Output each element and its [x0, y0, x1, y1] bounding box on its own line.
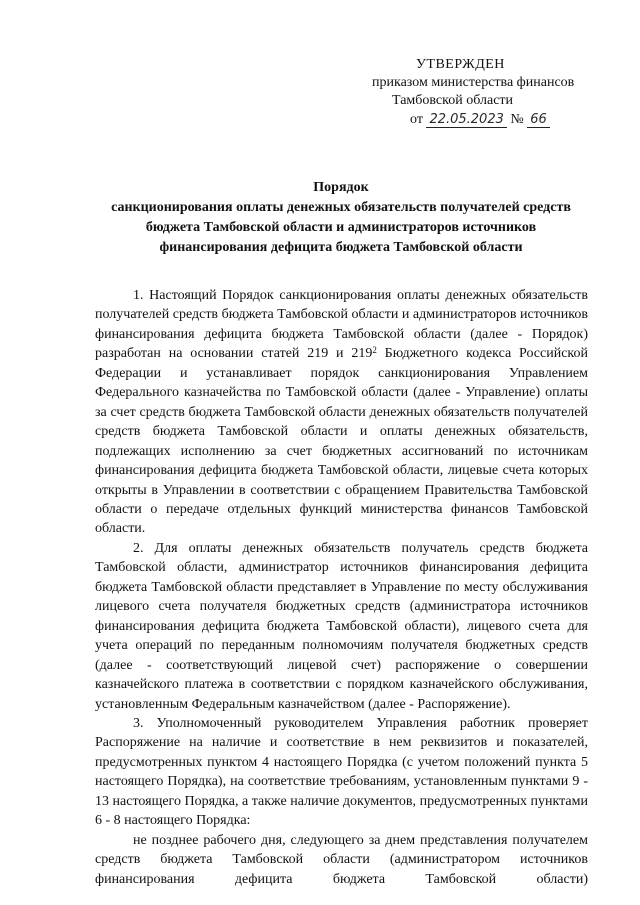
paragraph-3: 3. Уполномоченный руководителем Управления работник проверяет Распоряжение на наличие и соответствие в нем реквизитов и показателей, предусмотренных пунктом 4 настоящего Порядка (с учетом положений пункта 5 настоящего Порядка), на соответствие требованиям, установленным пунктами 9 - 13 настоящего Порядка, а также наличие документов, предусмотренных пунктами 6 - 8 настоящего Порядка: [95, 715, 588, 829]
approval-date-line [410, 111, 622, 129]
handwritten-date: 22.05.2023 [426, 112, 506, 128]
paragraph-2: 2. Для оплаты денежных обязательств получатель средств бюджета Тамбовской области, администратор источников финансирования дефицита бюджета Тамбовской области представляет в Управление по месту обслуживания лицевого счета получателя бюджетных средств (администратора источников финансирования дефицита бюджета Тамбовской области), лицевого счета для учета операций по переданным полномочиям получателя бюджетных средств (далее - соответствующий лицевой счет) распоряжение о совершении казначейского платежа в соответствии с порядком казначейского обслуживания, установленным Федеральным казначейством (далее - Распоряжение). [95, 540, 588, 712]
title-line-1: Порядок [313, 180, 369, 195]
article-superscript: 2 [372, 345, 377, 356]
approval-order-line: приказом министерства финансов [372, 75, 575, 90]
paragraph-4: не позднее рабочего дня, следующего за днем представления получателем средств бюджета Тамбовской области (администратором источников финансирования дефицита бюджета Тамбовской области) [95, 832, 588, 887]
title-line-2: санкционирования оплаты денежных обязательств получателей средств [111, 200, 571, 215]
paragraph-1 [95, 286, 588, 539]
approval-stamp [372, 56, 622, 129]
approved-label: УТВЕРЖДЕН [416, 57, 505, 72]
paragraph-1-end: Бюджетного кодекса Российской Федерации и устанавливает порядок санкционирования Управлением Федерального казначейства по Тамбовской области (далее - Управление) оплаты за счет средств бюджета Тамбовской области денежных обязательств получателей средств бюджета Тамбовской области и оплаты денежных обязательств, подлежащих исполнению за счет бюджетных ассигнований по источникам финансирования дефицита бюджета Тамбовской области, лицевые счета которых открыты в Управлении в соответствии с обращением Правительства Тамбовской области о передаче отдельных функций министерства финансов Тамбовской области. [95, 346, 589, 537]
document-body [95, 286, 588, 889]
approval-region-line: Тамбовской области [392, 93, 514, 108]
handwritten-number: 66 [527, 112, 550, 128]
date-prefix: от [410, 112, 423, 127]
document-title [96, 178, 586, 258]
title-line-4: финансирования дефицита бюджета Тамбовской области [159, 240, 523, 255]
paragraph-1-start: 1. Настоящий Порядок санкционирования оплаты денежных обязательств получателей средств бюджета Тамбовской области и администраторов источников финансирования дефицита бюджета Тамбовской области (далее - Порядок) разработан на основании статей 219 и 219 [95, 288, 588, 362]
number-prefix: № [510, 112, 524, 127]
title-line-3: бюджета Тамбовской области и администраторов источников [145, 220, 537, 235]
